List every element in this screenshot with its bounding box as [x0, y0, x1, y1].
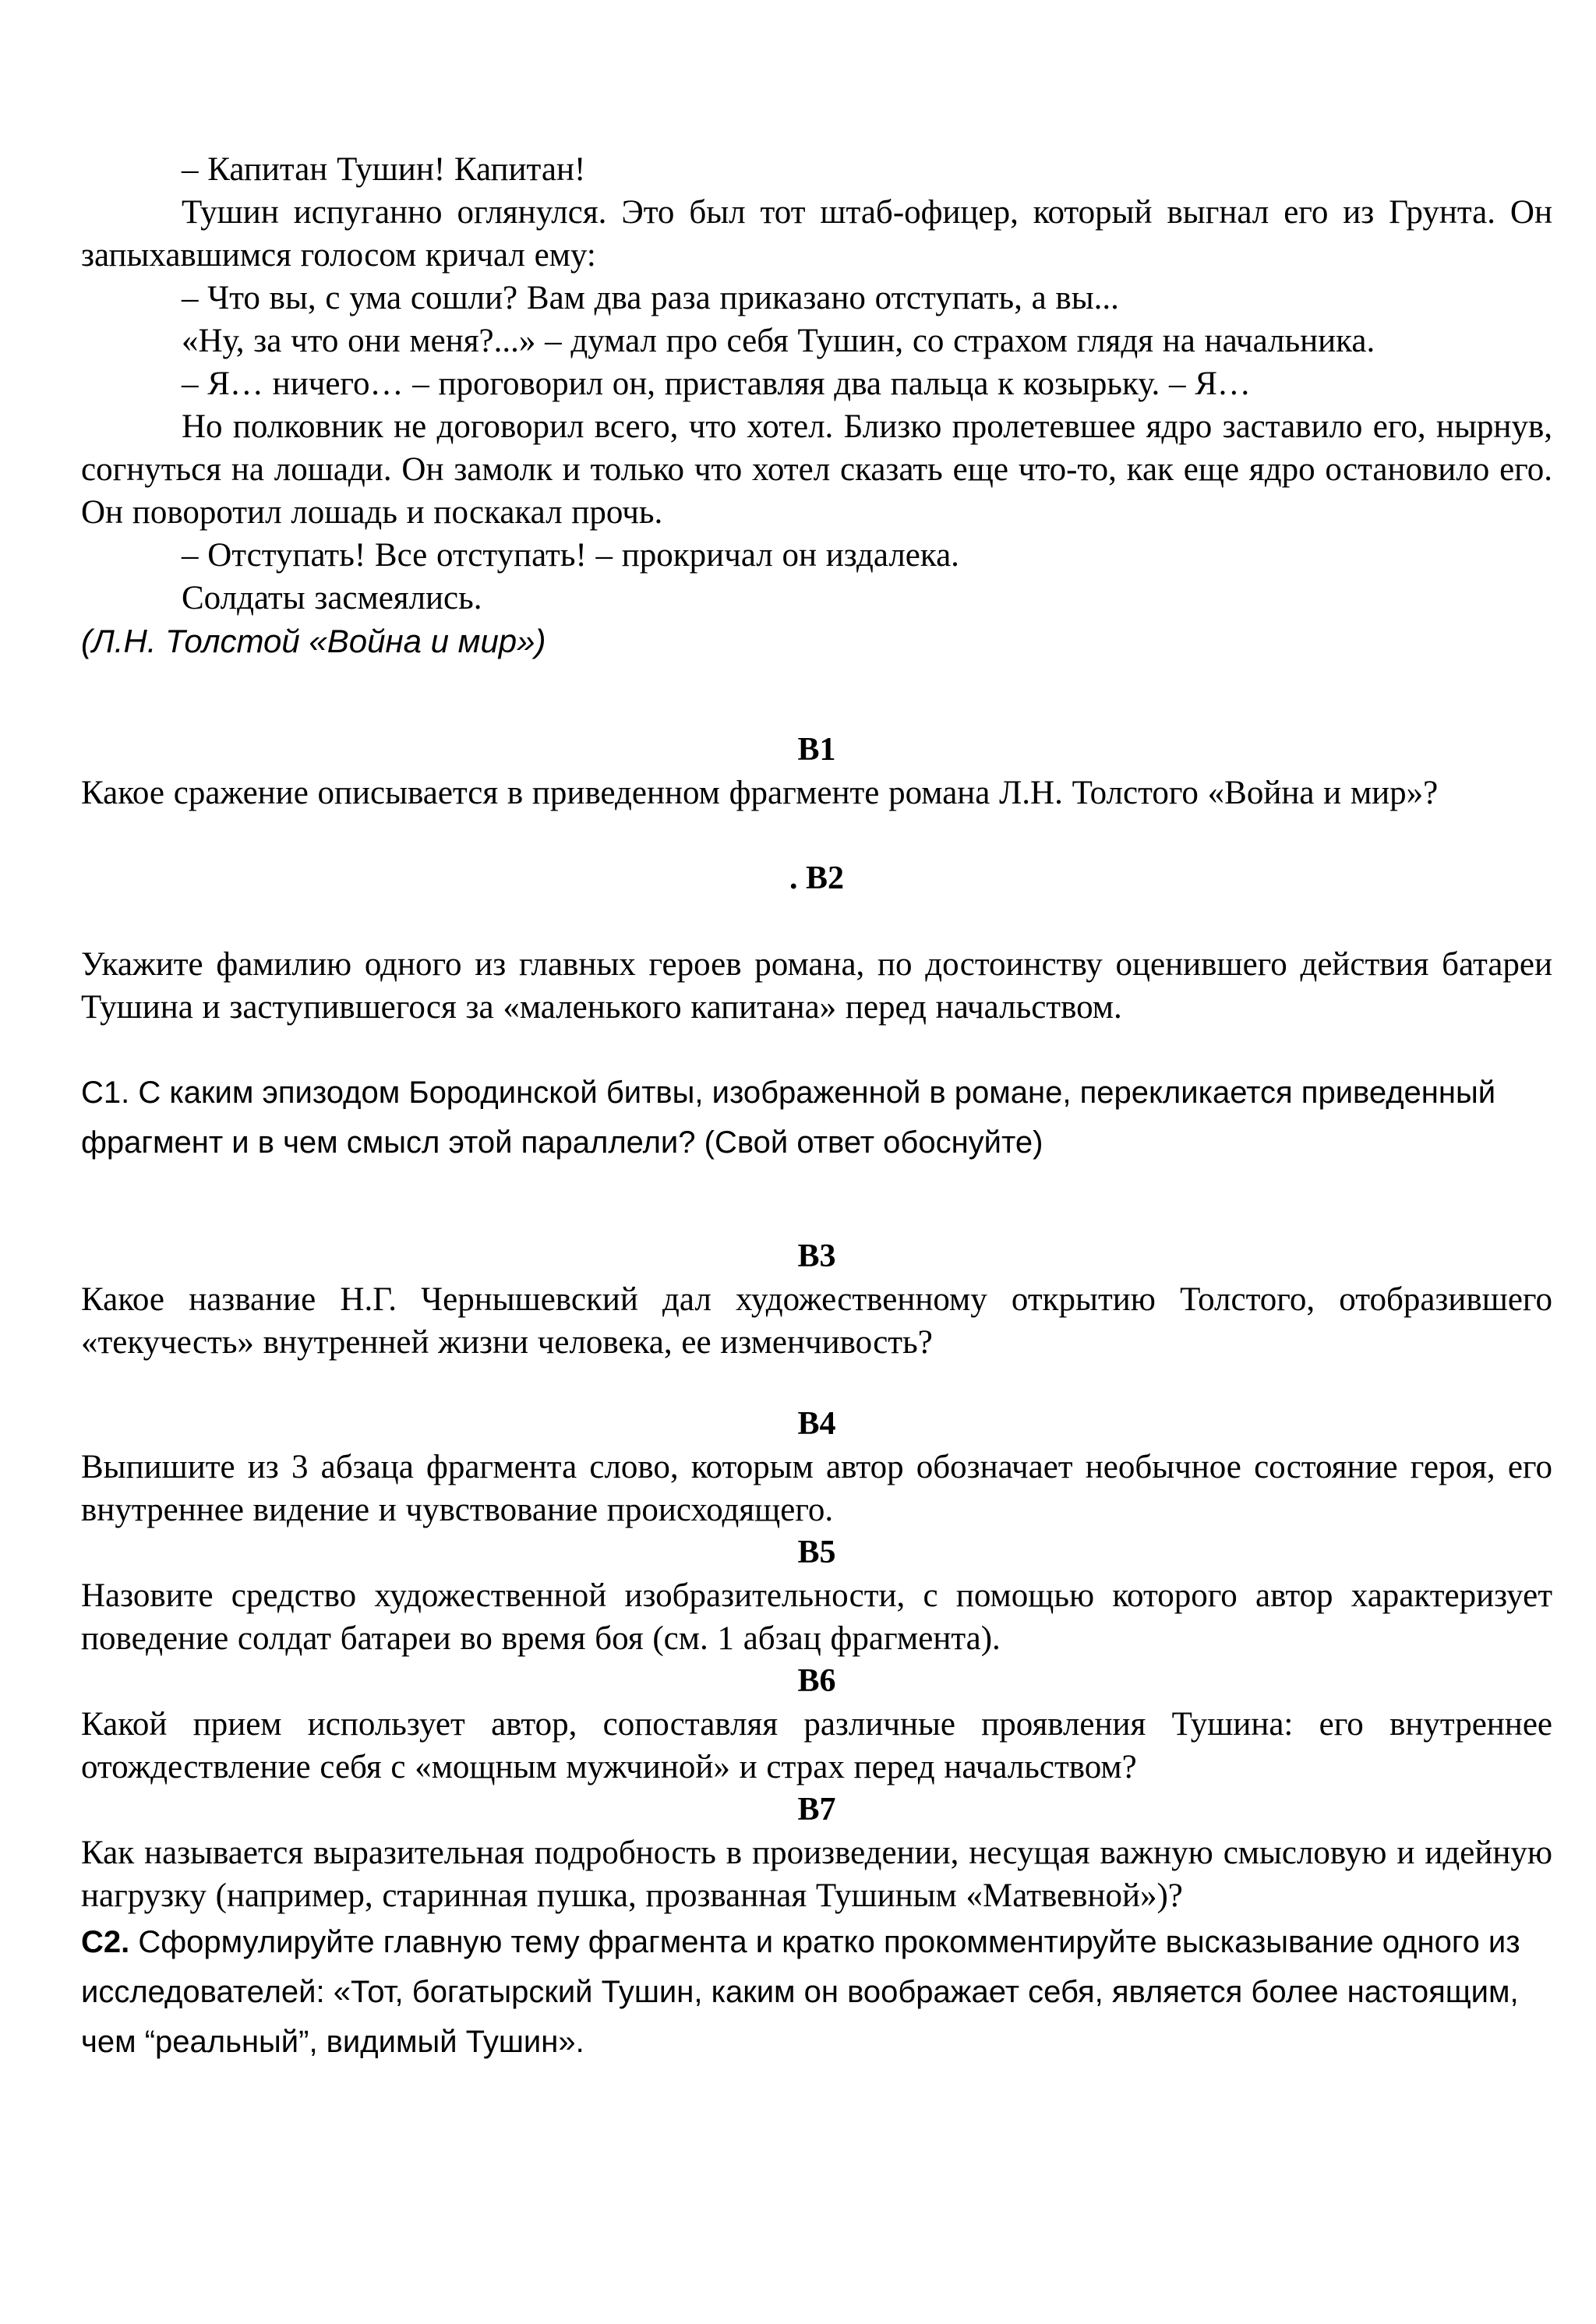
question-c2-text: Сформулируйте главную тему фрагмента и кратко прокомментируйте высказывание одного из исследователей: «Тот, богатырский Тушин, каким он воображает себя, является более настоящим, чем “реальный”, видимый Тушин».: [81, 1925, 1520, 2059]
excerpt-paragraph: «Ну, за что они меня?...» – думал про себя Тушин, со страхом глядя на начальника.: [182, 323, 1375, 359]
question-b1: [81, 772, 1552, 814]
question-c2: [81, 1917, 1552, 2067]
excerpt-paragraph: – Капитан Тушин! Капитан!: [182, 151, 586, 188]
question-b1-label: В1: [797, 732, 836, 768]
question-b6: [81, 1703, 1552, 1789]
question-b4: [81, 1446, 1552, 1531]
question-b2: [81, 943, 1552, 1029]
question-c1-text: С1. С каким эпизодом Бородинской битвы, изображенной в романе, перекликается приведенный фрагмент и в чем смысл этой параллели? (Свой ответ обоснуйте): [81, 1075, 1496, 1160]
question-b2-label: . В2: [789, 860, 844, 896]
question-b3-label: В3: [797, 1238, 836, 1274]
question-b7: [81, 1831, 1552, 1917]
excerpt-paragraph: Тушин испуганно оглянулся. Это был тот штаб-офицер, который выгнал его из Грунта. Он запыхавшимся голосом кричал ему:: [81, 194, 1552, 274]
question-b6-label: В6: [797, 1663, 836, 1699]
excerpt-text: [81, 148, 1552, 620]
question-b7-text: Как называется выразительная подробность в произведении, несущая важную смысловую и идейную нагрузку (например, старинная пушка, прозванная Тушиным «Матвевной»)?: [81, 1835, 1552, 1914]
question-b4-text: Выпишите из 3 абзаца фрагмента слово, которым автор обозначает необычное состояние героя, его внутреннее видение и чувствование происходящего.: [81, 1449, 1552, 1528]
excerpt-paragraph: Но полковник не договорил всего, что хотел. Близко пролетевшее ядро заставило его, нырнув, согнуться на лошади. Он замолк и только что хотел сказать еще что-то, как еще ядро остановило его. Он поворотил лошадь и поскакал прочь.: [81, 408, 1552, 531]
question-b5-text: Назовите средство художественной изобразительности, с помощью которого автор характеризует поведение солдат батареи во время боя (см. 1 абзац фрагмента).: [81, 1577, 1552, 1657]
question-c1: [81, 1068, 1552, 1167]
question-b3-text: Какое название Н.Г. Чернышевский дал художественному открытию Толстого, отобразившего «текучесть» внутренней жизни человека, ее изменчивость?: [81, 1281, 1552, 1361]
question-b6-text: Какой прием использует автор, сопоставляя различные проявления Тушина: его внутреннее отождествление себя с «мощным мужчиной» и страх перед начальством?: [81, 1706, 1552, 1785]
excerpt-source: (Л.Н. Толстой «Война и мир»): [81, 623, 546, 659]
excerpt-paragraph: – Я… ничего… – проговорил он, приставляя два пальца к козырьку. – Я…: [182, 366, 1251, 402]
excerpt-paragraph: Солдаты засмеялись.: [182, 580, 482, 616]
question-b5: [81, 1574, 1552, 1660]
question-b3: [81, 1278, 1552, 1364]
question-b4-label: В4: [797, 1406, 836, 1442]
question-b1-text: Какое сражение описывается в приведенном фрагменте романа Л.Н. Толстого «Война и мир»?: [81, 775, 1439, 811]
excerpt-paragraph: – Отступать! Все отступать! – прокричал он издалека.: [182, 537, 959, 574]
question-b2-text: Укажите фамилию одного из главных героев романа, по достоинству оценившего действия батареи Тушина и заступившегося за «маленького капитана» перед начальством.: [81, 946, 1552, 1026]
question-c2-label: С2.: [81, 1925, 130, 1959]
question-b7-label: В7: [797, 1792, 836, 1828]
question-b5-label: В5: [797, 1535, 836, 1570]
excerpt-paragraph: – Что вы, с ума сошли? Вам два раза приказано отступать, а вы...: [182, 280, 1119, 316]
